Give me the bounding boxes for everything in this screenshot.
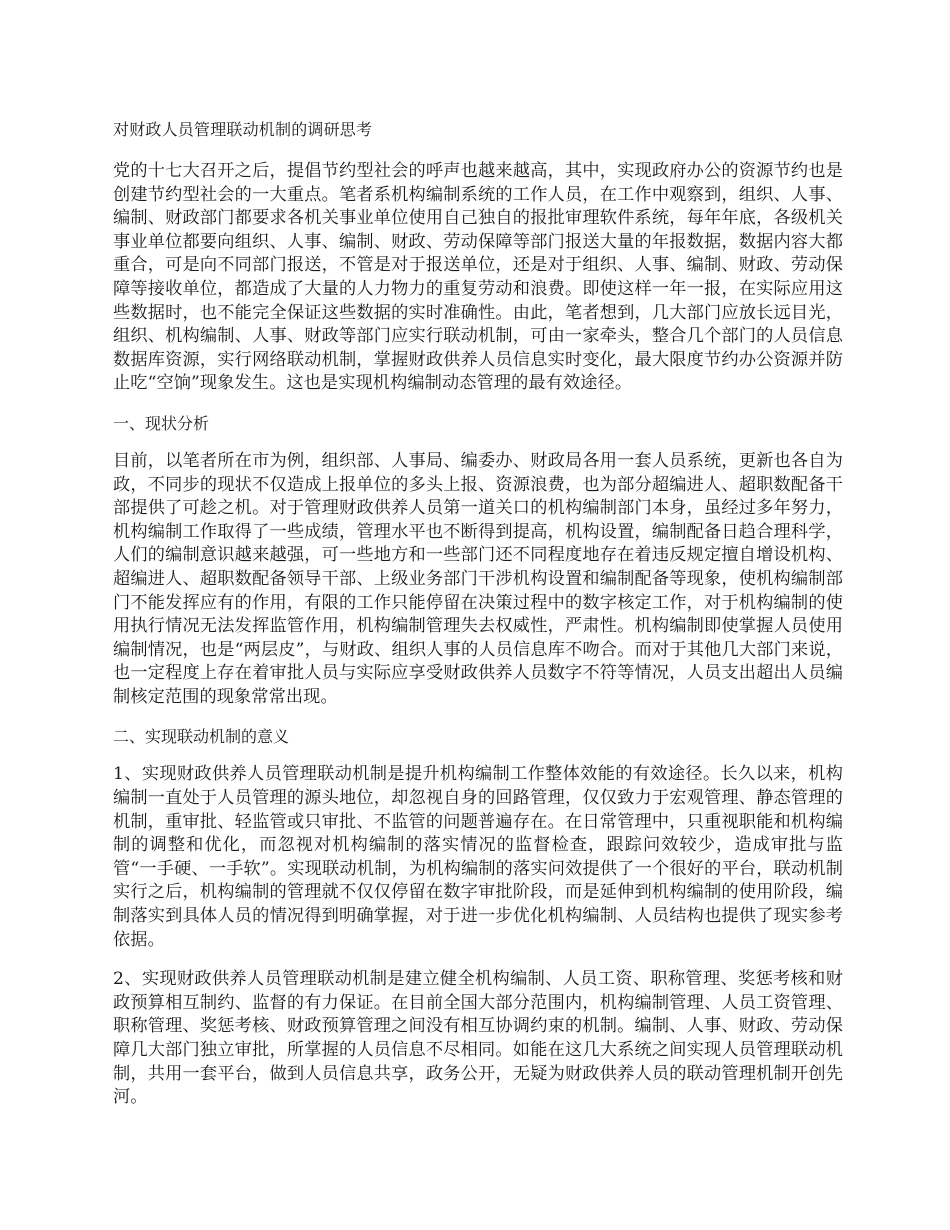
significance-paragraph-1: 1、实现财政供养人员管理联动机制是提升机构编制工作整体效能的有效途径。长久以来，机构编制一直处于人员管理的源头地位，却忽视自身的回路管理，仅仅致力于宏观管理、静态管理的机制，重审批、轻监管或只审批、不监管的问题普遍存在。在日常管理中，只重视职能和机构编制的调整和优化，而忽视对机构编制的落实情况的监督检查，跟踪问效较少，造成审批与监管“一手硬、一手软”。实现联动机制，为机构编制的落实问效提供了一个很好的平台，联动机制实行之后，机构编制的管理就不仅仅停留在数字审批阶段，而是延伸到机构编制的使用阶段，编制落实到具体人员的情况得到明确掌握，对于进一步优化机构编制、人员结构也提供了现实参考依据。 — [113, 764, 843, 950]
document-page — [113, 118, 843, 1126]
status-analysis-paragraph: 目前，以笔者所在市为例，组织部、人事局、编委办、财政局各用一套人员系统，更新也各自为政，不同步的现状不仅造成上报单位的多头上报、资源浪费，也为部分超编进人、超职数配备干部提供了可趁之机。对于管理财政供养人员第一道关口的机构编制部门本身，虽经过多年努力，机构编制工作取得了一些成绩，管理水平也不断得到提高，机构设置，编制配备日趋合理科学，人们的编制意识越来越强，可一些地方和一些部门还不同程度地存在着违反规定擅自增设机构、超编进人、超职数配备领导干部、上级业务部门干涉机构设置和编制配备等现象，使机构编制部门不能发挥应有的作用，有限的工作只能停留在决策过程中的数字核定工作，对于机构编制的使用执行情况无法发挥监管作用，机构编制管理失去权威性，严肃性。机构编制即使掌握人员使用编制情况，也是“两层皮”，与财政、组织人事的人员信息库不吻合。而对于其他几大部门来说，也一定程度上存在着审批人员与实际应享受财政供养人员数字不符等情况，人员支出超出人员编制核定范围的现象常常出现。 — [113, 450, 843, 707]
section-heading-status-analysis: 一、现状分析 — [113, 413, 210, 433]
document-title: 对财政人员管理联动机制的调研思考 — [113, 120, 373, 139]
section-heading-significance: 二、实现联动机制的意义 — [113, 727, 290, 747]
significance-paragraph-2: 2、实现财政供养人员管理联动机制是建立健全机构编制、人员工资、职称管理、奖惩考核和财政预算相互制约、监督的有力保证。在目前全国大部分范围内，机构编制管理、人员工资管理、职称管理、奖惩考核、财政预算管理之间没有相互协调约束的机制。编制、人事、财政、劳动保障几大部门独立审批，所掌握的人员信息不尽相同。如能在这几大系统之间实现人员管理联动机制，共用一套平台，做到人员信息共享，政务公开，无疑为财政供养人员的联动管理机制开创先河。 — [113, 969, 843, 1108]
intro-paragraph: 党的十七大召开之后，提倡节约型社会的呼声也越来越高，其中，实现政府办公的资源节约也是创建节约型社会的一大重点。笔者系机构编制系统的工作人员，在工作中观察到，组织、人事、编制、财政部门都要求各机关事业单位使用自己独自的报批审理软件系统，每年年底，各级机关事业单位都要向组织、人事、编制、财政、劳动保障等部门报送大量的年报数据，数据内容大都重合，可是向不同部门报送，不管是对于报送单位，还是对于组织、人事、编制、财政、劳动保障等接收单位，都造成了大量的人力物力的重复劳动和浪费。即使这样一年一报，在实际应用这些数据时，也不能完全保证这些数据的实时准确性。由此，笔者想到，几大部门应放长远目光，组织、机构编制、人事、财政等部门应实行联动机制，可由一家牵头，整合几个部门的人员信息数据库资源，实行网络联动机制，掌握财政供养人员信息实时变化，最大限度节约办公资源并防止吃“空饷”现象发生。这也是实现机构编制动态管理的最有效途径。 — [113, 161, 843, 394]
